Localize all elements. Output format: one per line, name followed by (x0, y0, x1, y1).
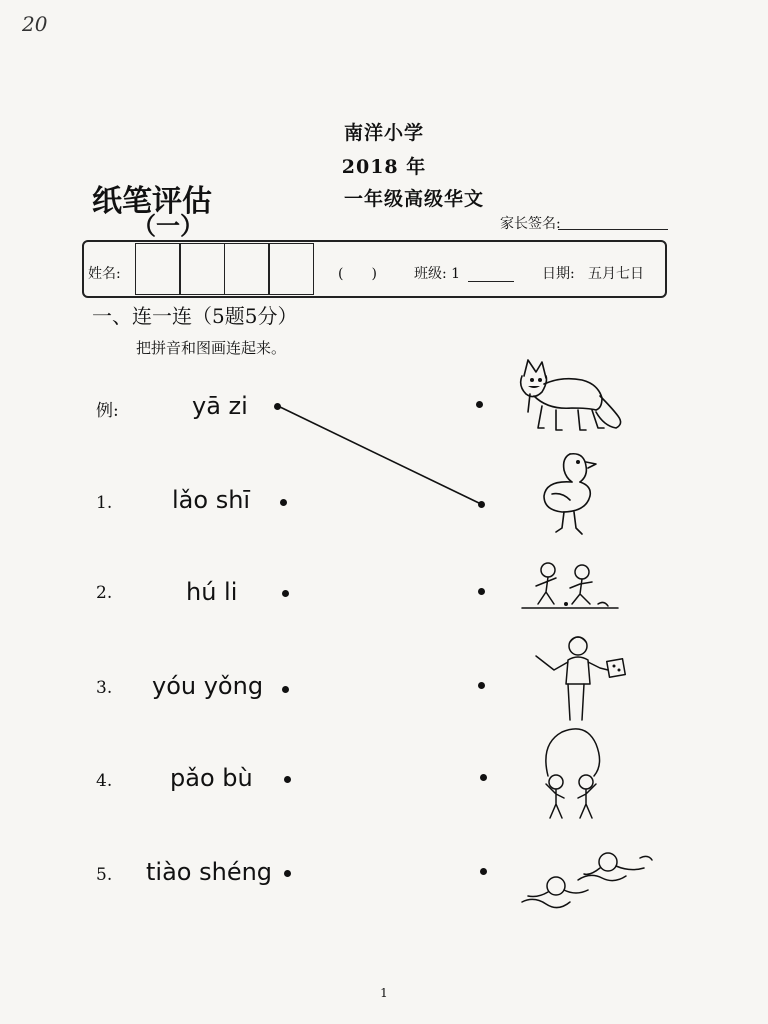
year: 2018 年 (341, 156, 427, 178)
assessment-subtitle: （一） (132, 211, 204, 240)
pinyin-item-3: yóu yǒng (152, 672, 264, 700)
name-label: 姓名: (88, 266, 121, 282)
pinyin-item-4: pǎo bù (170, 764, 253, 792)
item-number: 4. (96, 771, 113, 791)
duck-picture (536, 448, 608, 540)
teacher-picture (532, 632, 640, 722)
grade-subject: 一年级高级华文 (343, 188, 484, 210)
item-number: 2. (96, 583, 113, 603)
section-title: 一、连一连（5题5分） (92, 304, 298, 328)
swimming-kids-picture (518, 846, 658, 918)
handwritten-score: 20 (22, 12, 48, 36)
school-name: 南洋小学 (343, 122, 424, 144)
pinyin-item-2: hú li (186, 578, 238, 606)
page-number: 1 (380, 986, 388, 1000)
item-number: 1. (96, 493, 113, 513)
jump-rope-picture (534, 724, 614, 822)
running-kids-picture (518, 560, 622, 614)
item-number: 5. (96, 865, 113, 885)
parent-signature-label: 家长签名: (500, 216, 561, 232)
item-number: 3. (96, 678, 113, 698)
fox-picture (512, 352, 632, 436)
class-label: 班级: 1 (414, 266, 461, 282)
index-number-field[interactable]: ( ) (338, 266, 377, 282)
date-label: 日期: (542, 266, 575, 282)
pinyin-item-1: lǎo shī (172, 486, 251, 514)
section-instruction: 把拼音和图画连起来。 (136, 339, 287, 357)
pinyin-example: yā zi (192, 392, 248, 420)
pinyin-item-5: tiào shéng (146, 858, 273, 886)
item-number: 例: (96, 401, 119, 421)
date-value: 五月七日 (588, 266, 644, 282)
assessment-title: 纸笔评估 (92, 184, 212, 219)
